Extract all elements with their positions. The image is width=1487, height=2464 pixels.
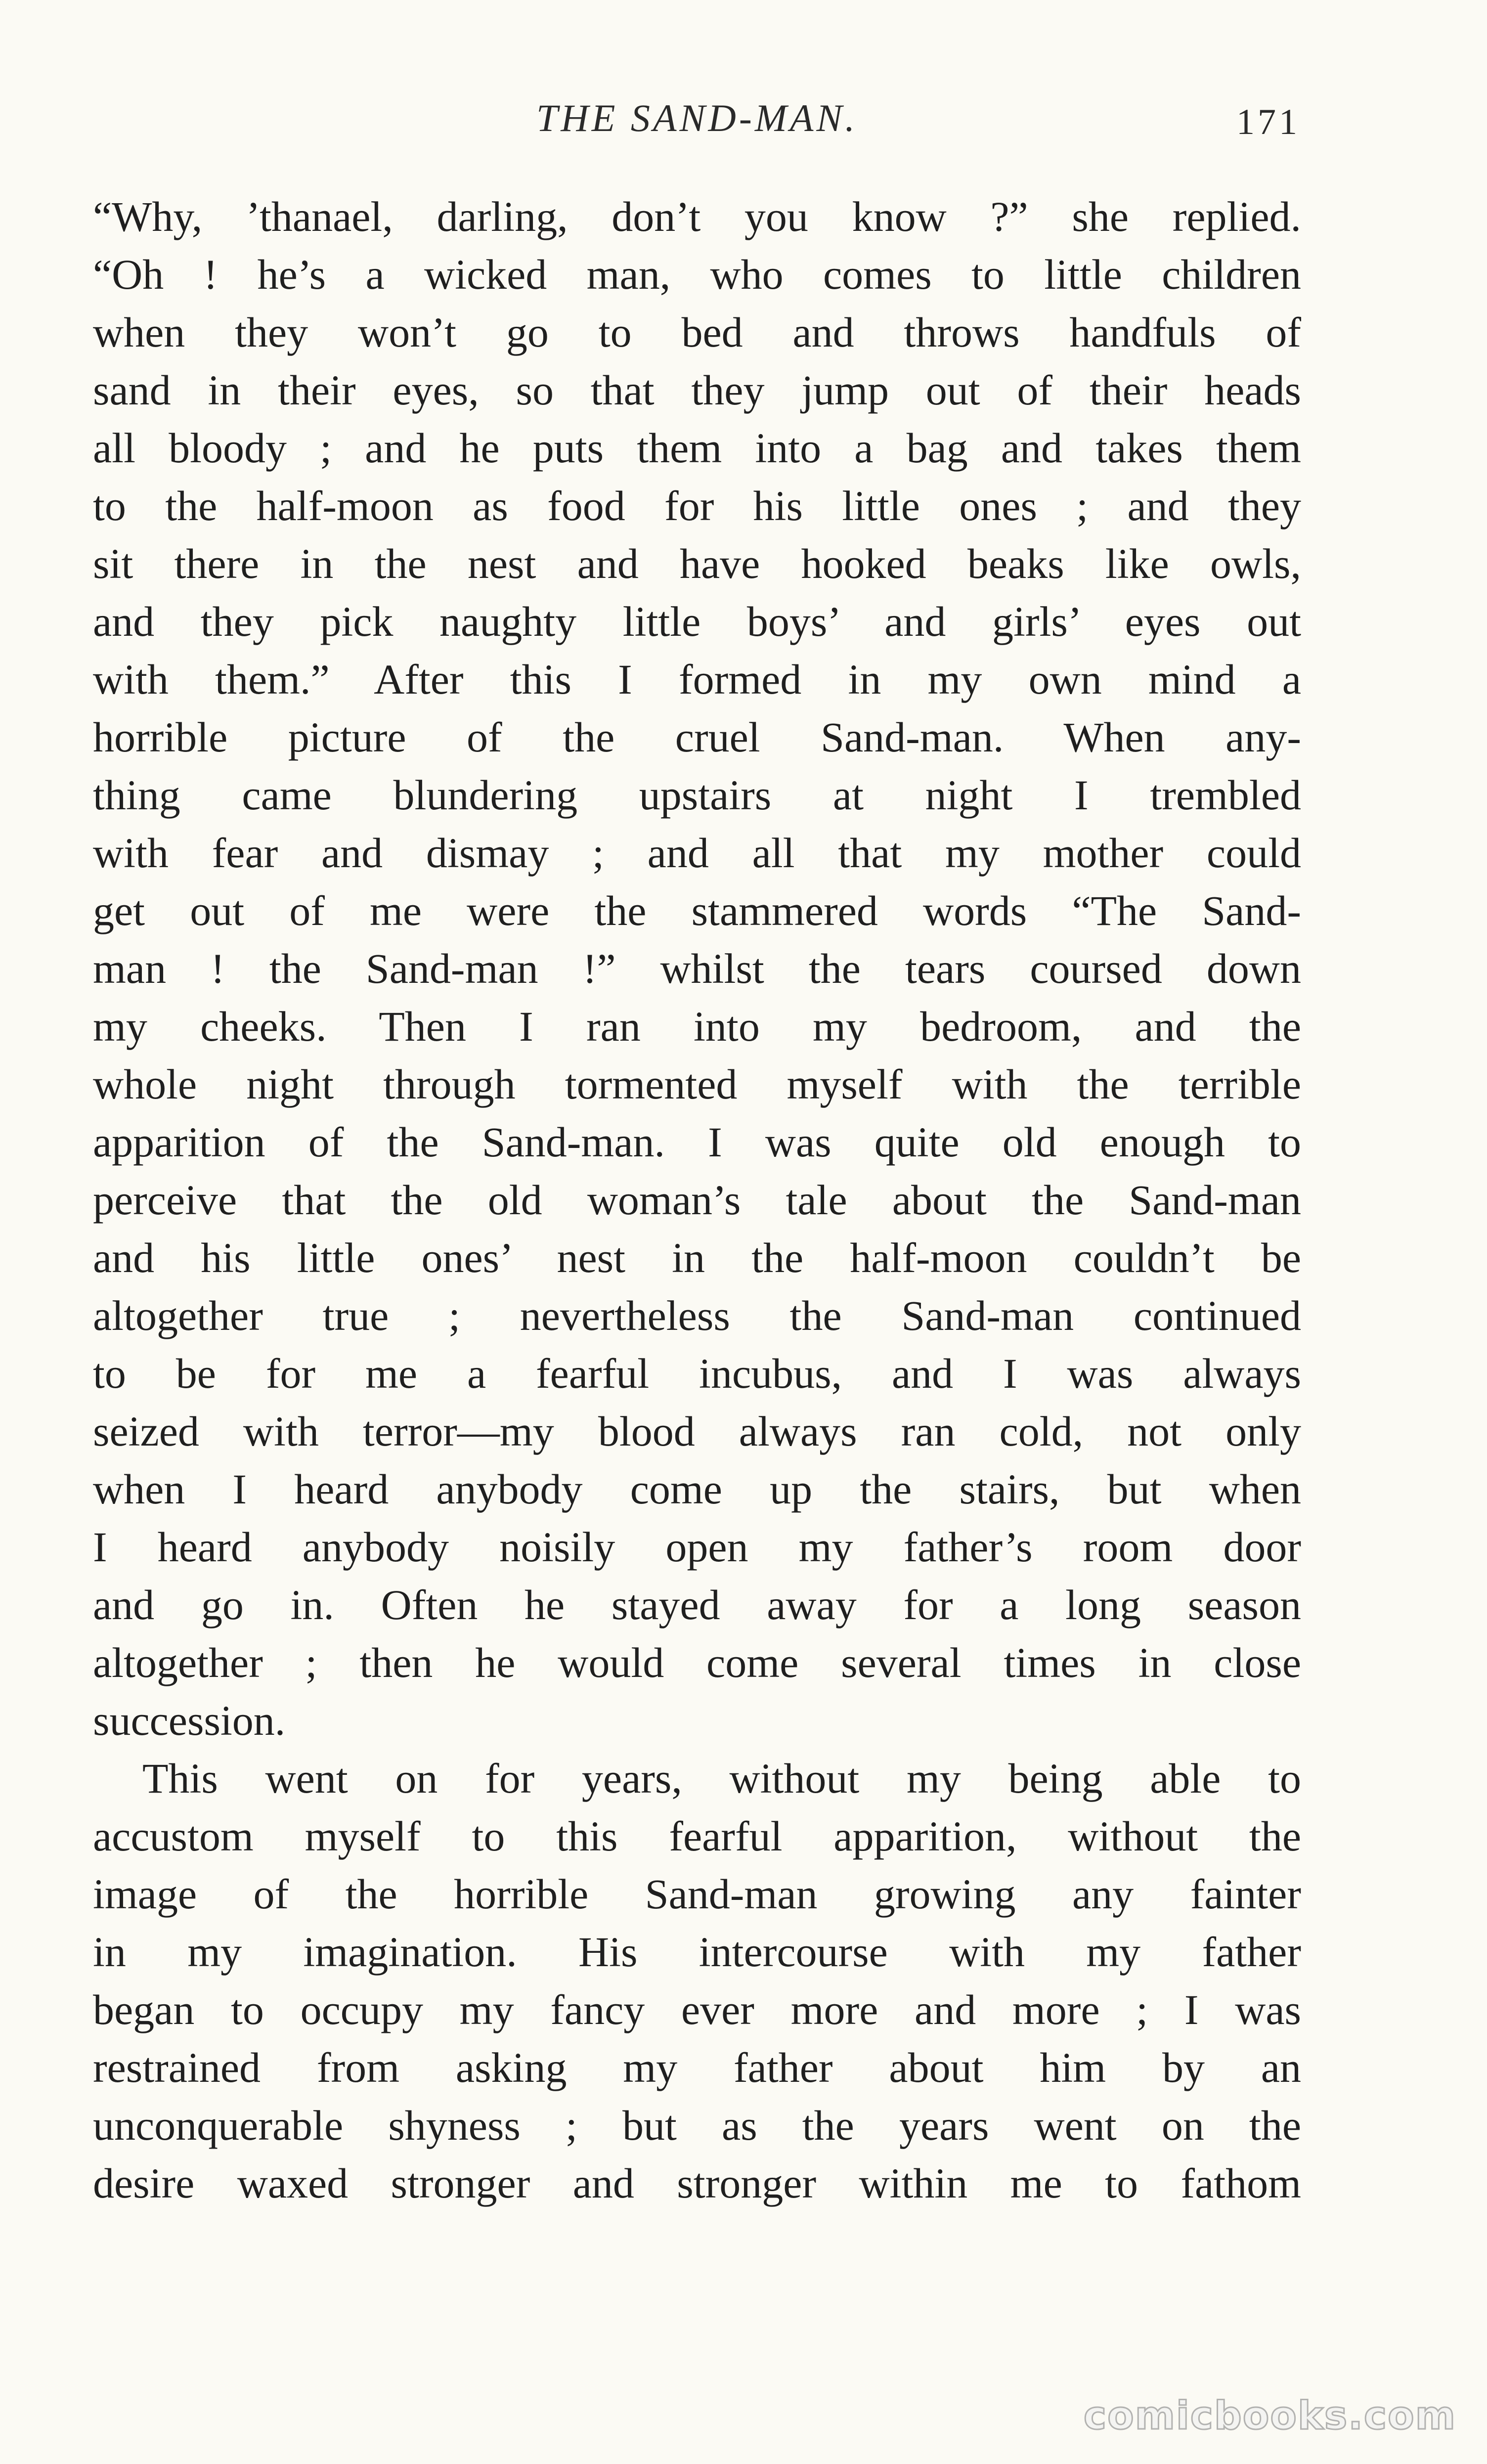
- text-line-29: accustom myself to this fearful apparition, without the: [93, 1812, 1301, 1860]
- text-line-11: thing came blundering upstairs at night I trembled: [93, 771, 1301, 819]
- text-line-14: man ! the Sand-man !” whilst the tears coursed down: [93, 945, 1301, 992]
- text-line-12: with fear and dismay ; and all that my mother could: [93, 829, 1301, 877]
- text-line-13: get out of me were the stammered words “The Sand-: [93, 887, 1301, 934]
- text-line-5: all bloody ; and he puts them into a bag and takes them: [93, 424, 1301, 472]
- text-line-25: and go in. Often he stayed away for a long season: [93, 1581, 1301, 1628]
- text-line-20: altogether true ; nevertheless the Sand-man continued: [93, 1292, 1301, 1339]
- text-line-10: horrible picture of the cruel Sand-man. When any-: [93, 713, 1301, 761]
- text-line-27: succession.: [93, 1697, 286, 1744]
- text-line-30: image of the horrible Sand-man growing any fainter: [93, 1870, 1301, 1918]
- text-line-35: desire waxed stronger and stronger within me to fathom: [93, 2159, 1301, 2207]
- text-line-3: when they won’t go to bed and throws handfuls of: [93, 308, 1301, 356]
- text-line-16: whole night through tormented myself with the terrible: [93, 1060, 1301, 1108]
- text-line-34: unconquerable shyness ; but as the years went on the: [93, 2102, 1301, 2149]
- text-line-18: perceive that the old woman’s tale about the Sand-man: [93, 1176, 1301, 1224]
- text-line-9: with them.” After this I formed in my own mind a: [93, 656, 1301, 703]
- text-line-4: sand in their eyes, so that they jump out of their heads: [93, 366, 1301, 414]
- text-line-21: to be for me a fearful incubus, and I was always: [93, 1350, 1301, 1397]
- watermark: comicbooks.com: [1083, 2394, 1456, 2438]
- text-line-15: my cheeks. Then I ran into my bedroom, and the: [93, 1003, 1301, 1050]
- text-line-2: “Oh ! he’s a wicked man, who comes to little children: [93, 251, 1301, 298]
- text-line-1: “Why, ’thanael, darling, don’t you know ?” she replied.: [93, 193, 1301, 240]
- text-line-24: I heard anybody noisily open my father’s room door: [93, 1523, 1301, 1571]
- text-line-26: altogether ; then he would come several times in close: [93, 1639, 1301, 1686]
- text-line-7: sit there in the nest and have hooked beaks like owls,: [93, 540, 1301, 587]
- text-line-8: and they pick naughty little boys’ and girls’ eyes out: [93, 598, 1301, 645]
- page-number: 171: [1236, 102, 1300, 142]
- text-line-28: This went on for years, without my being able to: [142, 1755, 1301, 1802]
- text-line-22: seized with terror—my blood always ran cold, not only: [93, 1408, 1301, 1455]
- text-line-32: began to occupy my fancy ever more and more ; I was: [93, 1986, 1301, 2033]
- running-title: THE SAND-MAN.: [536, 96, 858, 139]
- text-line-19: and his little ones’ nest in the half-moon couldn’t be: [93, 1234, 1301, 1281]
- text-line-17: apparition of the Sand-man. I was quite old enough to: [93, 1118, 1301, 1166]
- text-line-31: in my imagination. His intercourse with my father: [93, 1928, 1301, 1976]
- body-text: [93, 188, 1301, 2212]
- text-line-23: when I heard anybody come up the stairs, but when: [93, 1465, 1301, 1513]
- running-head: [94, 96, 1300, 140]
- text-line-6: to the half-moon as food for his little ones ; and they: [93, 482, 1301, 529]
- text-line-33: restrained from asking my father about him by an: [93, 2044, 1301, 2091]
